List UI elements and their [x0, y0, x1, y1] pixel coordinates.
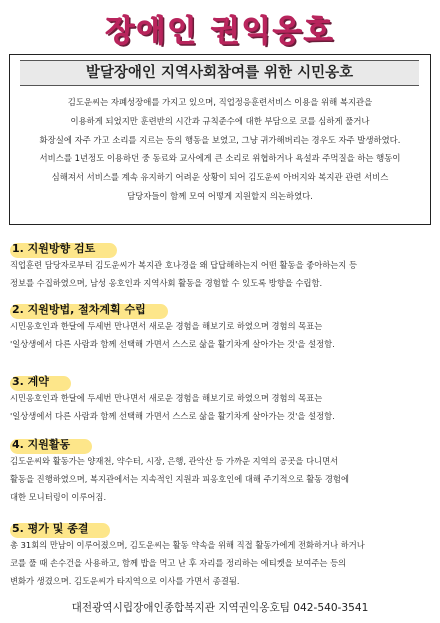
section-direction-review: [10, 237, 434, 292]
case-line: 담당자들이 함께 모여 어떻게 지원할지 의논하였다.: [127, 190, 313, 201]
case-description: [14, 93, 426, 206]
case-summary-box: [9, 54, 431, 225]
section-heading: 1. 지원방향 검토: [10, 241, 117, 257]
section-evaluation-closure: [10, 517, 434, 590]
section-body: [10, 256, 434, 292]
section-line: 시민옹호인과 한달에 두세번 만나면서 새로운 경험을 해보기로 하였으며 경험의 목표는: [10, 393, 323, 403]
section-line: 총 31회의 만남이 이루어졌으며, 김도운씨는 활동 약속을 위해 직접 활동가에게 전화하거나 하거나: [10, 540, 365, 550]
section-support-activities: [10, 433, 434, 506]
section-heading: 5. 평가 및 종결: [10, 521, 110, 537]
section-line: 코를 풀 때 손수건을 사용하고, 함께 밥을 먹고 난 후 자리를 정리하는 에티켓을 보여주는 등의: [10, 558, 347, 568]
case-line: 화장실에 자주 가고 소리를 지르는 등의 행동을 보였고, 그냥 귀가해버리는 경우도 자주 발생하였다.: [39, 134, 401, 145]
page-title: 장애인 권익옹호: [105, 14, 335, 49]
section-body: [10, 317, 434, 353]
section-line: 활동을 진행하였으며, 복지관에서는 지속적인 지원과 피옹호인에 대해 주기적으로 활동 경험에: [10, 474, 349, 484]
section-line: 정보를 수집하였으며, 남성 옹호인과 지역사회 활동을 경험할 수 있도록 방향을 수립함.: [10, 278, 323, 288]
section-contract: [10, 370, 434, 425]
footer-contact: 대전광역시립장애인종합복지관 지역권익옹호팀 042-540-3541: [71, 602, 369, 614]
case-line: 심해져서 서비스를 계속 유지하기 어려운 상황이 되어 김도운씨 아버지와 복지관 관련 서비스: [51, 172, 389, 183]
section-support-plan: [10, 298, 434, 353]
section-line: 직업훈련 담당자로부터 김도운씨가 복지관 호나경을 왜 답답해하는지 어떤 활동을 좋아하는지 등: [10, 260, 357, 270]
section-line: 변화가 생겼으며. 김도운씨가 타지역으로 이사를 가면서 종결됨.: [10, 576, 240, 586]
case-line: 김도운씨는 자폐성장애를 가지고 있으며, 직업정응훈련서비스 이용을 위해 복지관을: [67, 97, 373, 107]
case-line: 이용하게 되었지만 훈련반의 시간과 규칙준수에 대한 부담으로 코를 심하게 풀거나: [70, 115, 370, 126]
section-line: '일상생에서 다른 사람과 함께 선택해 가면서 스스로 삶을 활기차게 살아가는 것'을 설정함.: [10, 339, 335, 349]
section-line: 김도운씨와 활동가는 양재천, 약수터, 시장, 은행, 관악산 등 가까운 지역의 공곳을 다니면서: [10, 456, 339, 466]
section-body: [10, 452, 434, 506]
section-heading: 3. 계약: [10, 374, 71, 390]
section-body: [10, 536, 434, 590]
case-subtitle: 발달장애인 지역사회참여를 위한 시민옹호: [20, 60, 419, 86]
section-line: 대한 모니터링이 이루어짐.: [10, 492, 107, 502]
section-line: 시민옹호인과 한달에 두세번 만나면서 새로운 경험을 해보기로 하였으며 경험의 목표는: [10, 321, 323, 331]
section-heading: 2. 지원방법, 절차계획 수립: [10, 302, 168, 318]
section-heading: 4. 지원활동: [10, 437, 92, 453]
section-line: '일상생에서 다른 사람과 함께 선택해 가면서 스스로 삶을 활기차게 살아가는 것'을 설정함.: [10, 411, 335, 421]
case-line: 서비스를 1년정도 이용하던 중 동료와 교사에게 큰 소리로 위협하거나 욕설과 주먹질을 하는 행동이: [39, 153, 401, 164]
section-body: [10, 389, 434, 425]
